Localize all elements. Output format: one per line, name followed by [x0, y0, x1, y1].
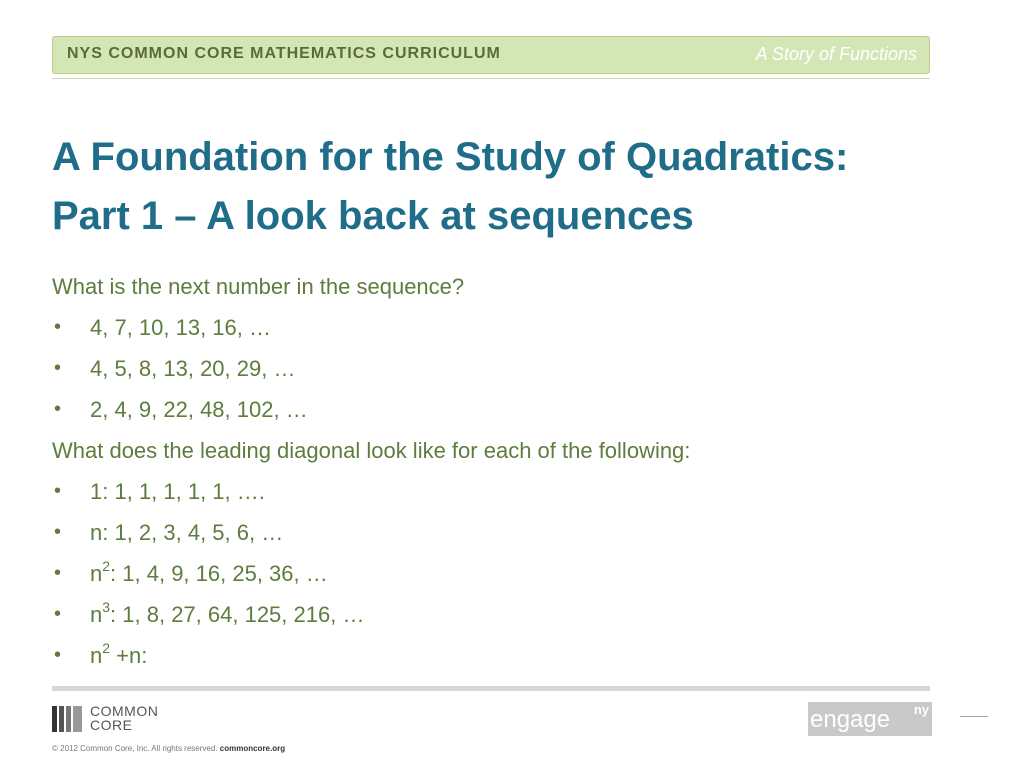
common-core-wordmark: COMMON CORE — [90, 703, 159, 733]
common-core-logo — [52, 704, 202, 736]
term-exponent: 2 — [102, 557, 111, 574]
diagonal-item-1: • 1: 1, 1, 1, 1, 1, …. — [52, 471, 932, 512]
question-leading-diagonal: What does the leading diagonal look like for each of the following: — [52, 438, 691, 463]
slide-title — [52, 128, 952, 246]
term-base: n — [90, 643, 103, 668]
term-base: n — [90, 561, 103, 586]
term-exponent: 3 — [102, 598, 111, 615]
sequence-item-3: • 2, 4, 9, 22, 48, 102, … — [52, 389, 932, 430]
diagonal-item-2: • n: 1, 2, 3, 4, 5, 6, … — [52, 512, 932, 553]
slide-edge-mark — [960, 716, 988, 717]
term-base: n — [90, 602, 103, 627]
term-exponent: 2 — [102, 639, 111, 656]
term-values: : 1, 4, 9, 16, 25, 36, … — [110, 561, 328, 586]
diagonal-item-3 — [52, 553, 932, 594]
story-title: A Story of Functions — [755, 44, 917, 64]
term-values: : 1, 8, 27, 64, 125, 216, … — [110, 602, 365, 627]
sequence-item-2: • 4, 5, 8, 13, 20, 29, … — [52, 348, 932, 389]
term-values: +n: — [110, 643, 148, 668]
sequence-item-1: • 4, 7, 10, 13, 16, … — [52, 307, 932, 348]
slide-body — [52, 266, 932, 676]
slide-title-line-2: Part 1 – A look back at sequences — [52, 194, 694, 238]
copyright-notice: © 2012 Common Core, Inc. All rights reserved. commoncore.org — [52, 744, 286, 753]
question-next-number: What is the next number in the sequence? — [52, 274, 465, 299]
ny-superscript: ny — [913, 702, 929, 717]
diagonal-item-5 — [52, 635, 932, 676]
engageny-logo — [808, 702, 932, 736]
curriculum-header — [52, 36, 930, 74]
commoncore-link[interactable]: commoncore.org — [219, 744, 286, 753]
engage-wordmark: engage — [810, 706, 891, 733]
slide-title-line-1: A Foundation for the Study of Quadratics: — [52, 135, 849, 179]
curriculum-name: NYS COMMON CORE MATHEMATICS CURRICULUM — [67, 45, 501, 62]
diagonal-item-4 — [52, 594, 932, 635]
header-divider — [52, 78, 930, 79]
footer-divider — [52, 686, 930, 691]
